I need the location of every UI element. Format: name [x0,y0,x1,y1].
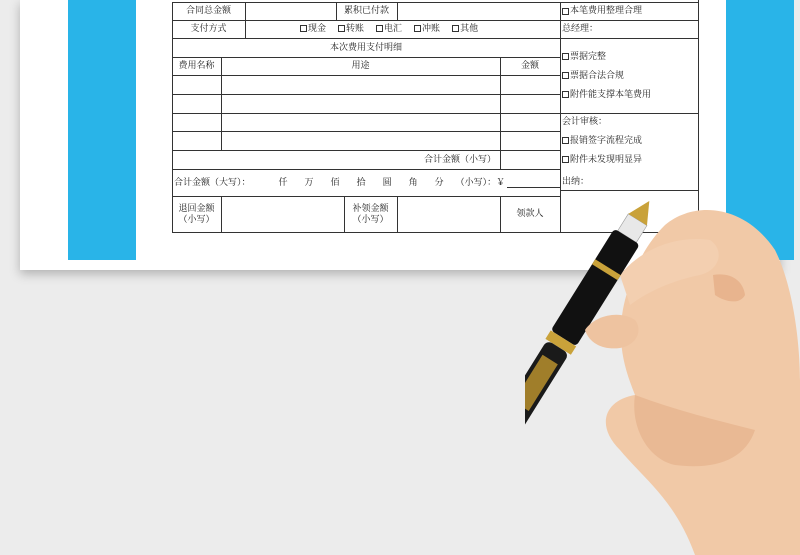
checkbox-icon[interactable] [452,25,459,32]
payment-method-label: 支付方式 [190,24,227,35]
unit-yuan: 圆 [382,177,392,188]
unit-hundred: 佰 [330,177,340,188]
cashier-label: 出纳： [562,176,590,187]
checkbox-icon[interactable] [338,25,345,32]
header-purpose: 用途 [351,61,370,72]
option-other[interactable]: 其他 [452,24,478,35]
supplement-amount-input[interactable] [398,197,500,232]
total-caps-row [172,170,560,196]
detail-row-2[interactable] [173,95,500,112]
unit-ten-thousand: 万 [304,177,314,188]
review-item[interactable]: 附件能支撑本笔费用 [562,90,651,101]
checkbox-icon[interactable] [376,25,383,32]
sign-item[interactable]: 附件未发现明显异 [562,155,642,166]
review-item[interactable]: 票据完整 [562,52,606,63]
review-item[interactable]: 票据合法合规 [562,71,624,82]
receiver-label: 领款人 [516,209,544,220]
sign-checklist [560,136,698,170]
left-blue-band [68,0,136,260]
unit-thousand: 仟 [278,177,288,188]
checkbox-icon[interactable] [562,72,569,79]
header-amount: 金额 [520,61,539,72]
hand-with-pen-illustration [525,180,800,555]
detail-row-1[interactable] [173,76,500,93]
subtotal-label: 合计金额（小写） [423,154,496,165]
checkbox-icon[interactable] [562,137,569,144]
header-expense-name: 费用名称 [178,61,215,72]
unit-fen: 分 [434,177,444,188]
option-cash[interactable]: 现金 [300,24,326,35]
caps-units [279,178,444,189]
unit-ten: 拾 [356,177,366,188]
refund-amount-label: 退回金额 （小写） [178,203,215,225]
detail-row-3[interactable] [173,114,500,130]
review-checklist [560,52,698,112]
sign-item[interactable]: 报销签字流程完成 [562,136,642,147]
paid-cumulative-label: 累积已付款 [343,6,389,17]
checkbox-icon[interactable] [300,25,307,32]
general-manager-label: 总经理： [562,24,599,35]
option-offset[interactable]: 冲账 [414,24,440,35]
total-caps-label: 合计金额（大写）： [174,177,251,188]
refund-amount-input[interactable] [222,197,344,232]
checkbox-icon[interactable] [414,25,421,32]
checkbox-icon[interactable] [562,53,569,60]
checkbox-icon[interactable] [562,156,569,163]
check-reasonable-item[interactable] [560,3,698,20]
accountant-review-label: 会计审核： [562,116,608,127]
supplement-amount-label: 补领金额 （小写） [352,203,389,225]
detail-row-4[interactable] [173,132,500,149]
checkbox-icon[interactable] [562,8,569,15]
contract-total-label: 合同总金额 [185,6,231,17]
detail-title: 本次费用支付明细 [329,42,402,53]
option-wire[interactable]: 电汇 [376,24,402,35]
option-transfer[interactable]: 转账 [338,24,364,35]
unit-jiao: 角 [408,177,418,188]
check-reasonable-text: 本笔费用整理合理 [570,6,643,17]
checkbox-icon[interactable] [562,91,569,98]
payment-options [300,21,560,38]
small-amount-label: （小写）：￥ [455,177,506,188]
